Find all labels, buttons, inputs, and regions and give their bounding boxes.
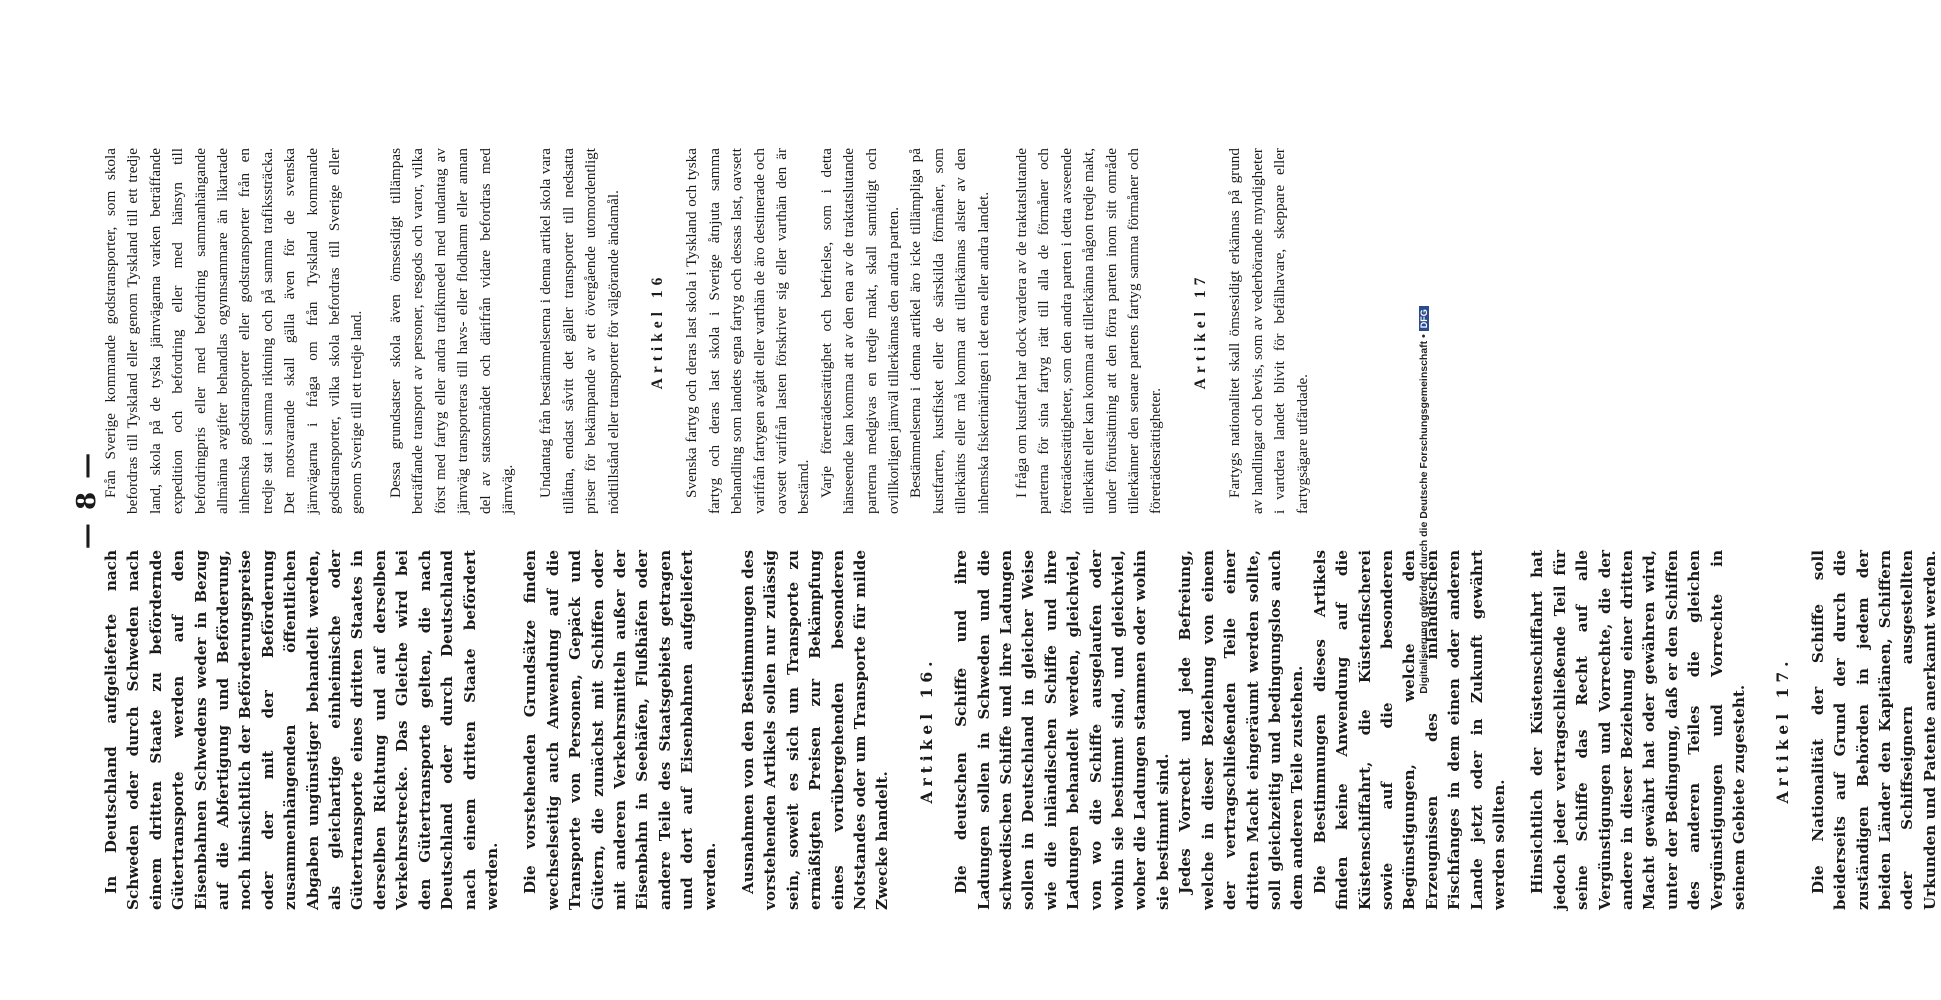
german-paragraph: Die deutschen Schiffe und ihre Ladungen sollen in Schweden und die schwedischen Schiffe und ihre Ladungen sollen in Deutschland in gleicher Weise wie die inländischen Schiffe und ihre Ladungen behandelt werden, gleichviel, von wo die Schiffe ausgelaufen oder wohin sie bestimmt sind, und gleichviel, woher die Ladungen stammen oder wohin sie bestimmt sind.: [952, 550, 1172, 910]
swedish-paragraph: Från Sverige kommande godstransporter, som skola befordras till Tyskland eller genom Tyskland till ett tredje land, skola på de tyska järnvägarna varken beträffande expedition och befordring eller med hänsyn till befordringpris eller med befordring sammanhängande allmänna avgifter behandlas ogynnsammare än likartade inhemska godstransporter eller godstransporter från en tredje stat i samma riktning och på samma trafikssträcka. Det motsvarande skall gälla även för de svenska järnvägarna i fråga om från Tyskland kommande godstransporter, vilka skola befordras till Sverige eller genom Sverige till ett tredje land.: [102, 148, 366, 514]
swedish-article-17-heading: Artikel 17: [1191, 272, 1209, 390]
swedish-paragraph: I fråga om kustfart har dock vardera av de traktatslutande parterna för sina fartyg rätt till alla de förmåner och företrädesrättigheter, som den andra parten i detta avseende tillerkänt eller kan komma att tillerkänna någon tredje makt, under förutsättning att den förra parten inom sitt område tillerkänner den senare partens fartyg samma förmåner och företrädesrättigheter.: [1013, 148, 1165, 514]
digitization-text: Digitalisierung gefördert durch die Deutsche Forschungsgemeinschaft •: [1418, 334, 1430, 694]
swedish-paragraph: Dessa grundsatser skola även ömsesidigt tillämpas beträffande transport av personer, resgods och varor, vilka först med fartyg eller andra trafikmedel med undantag av järnväg transporteras till havs- eller flodhamn eller annan del av statsområdet och därifrån vidare befordras med järnväg.: [386, 148, 516, 514]
swedish-column: [100, 148, 1314, 514]
german-paragraph: Die vorstehenden Grundsätze finden wechselseitig auch Anwendung auf die Transporte von Personen, Gepäck und Gütern, die zunächst mit Schiffen oder mit anderen Verkehrsmitteln außer der Eisenbahn in Seehäfen, Flußhäfen oder andere Teile des Staatsgebiets getragen und dort auf Eisenbahnen aufgeliefert werden.: [521, 550, 719, 910]
swedish-article-16-heading: Artikel 16: [648, 272, 666, 390]
dfg-logo: DFG: [1419, 306, 1429, 331]
swedish-paragraph: Undantag från bestämmelserna i denna artikel skola vara tillåtna, endast såvitt det gäller transporter till nedsatta priser för bekämpande av ett övergående utomordentligt nödtillstånd eller transporter för välgörande ändamål.: [537, 148, 622, 514]
german-column: [100, 550, 1941, 910]
swedish-paragraph: Svenska fartyg och deras last skola i Tyskland och tyska fartyg och deras last skola i Sverige åtnjuta samma behandling som landets egna fartyg och dessas last, oavsett varifrån fartygen avgått eller varthän de äro destinerade och oavsett varifrån lasten förskriver sig eller varthän den är bestämd.: [683, 148, 813, 514]
digitization-note: [1418, 0, 1430, 1000]
german-paragraph: Die Nationalität der Schiffe soll beiderseits auf Grund der durch die zuständigen Behörden in jedem der beiden Länder den Kapitänen, Schiffern oder Schiffseignern ausgestellten Urkunden und Patente anerkannt werden.: [1808, 550, 1939, 910]
german-paragraph: Ausnahmen von den Bestimmungen des vorstehenden Artikels sollen nur zulässig sein, soweit es sich um Transporte zu ermäßigten Preisen zur Bekämpfung eines vorübergehenden besonderen Notstandes oder um Transporte für milde Zwecke handelt.: [738, 550, 892, 910]
swedish-paragraph: Fartygs nationalitet skall ömsesidigt erkännas på grund av handlingar och bevis, som av vederbörande myndigheter i vartdera landet blivit för befälhavare, skeppare eller fartygsägare utfärdade.: [1226, 148, 1311, 514]
german-paragraph: In Deutschland aufgelieferte nach Schweden oder durch Schweden nach einem dritten Staate zu befördernde Gütertransporte werden auf den Eisenbahnen Schwedens weder in Bezug auf die Abfertigung und Beförderung, noch hinsichtlich der Beförderungspreise oder der mit der Beförderung zusammenhängenden öffentlichen Abgaben ungünstiger behandelt werden, als gleichartige einheimische oder Gütertransporte eines dritten Staates in derselben Richtung und auf derselben Verkehrsstrecke. Das Gleiche wird bei den Gütertransporte gelten, die nach Deutschland oder durch Deutschland nach einem dritten Staate befördert werden.: [102, 550, 501, 910]
swedish-paragraph: Bestämmelserna i denna artikel äro icke tillämpliga på kustfarten, kustfisket eller de särskilda förmåner, som tillerkänts eller må komma att tillerkännas alster av den inhemska fiskerinäringen i det ena eller andra landet.: [907, 148, 992, 514]
page-number: — 8 —: [72, 450, 102, 550]
german-paragraph: Die Bestimmungen dieses Artikels finden keine Anwendung auf die Küstenschiffahrt, die Küstenfischerei sowie auf die besonderen Begünstigungen, welche den Erzeugnissen des inländischen Fischfanges in dem einen oder anderen Lande jetzt oder in Zukunft gewährt werden sollten.: [1310, 550, 1508, 910]
german-article-17-heading: Artikel 17.: [1773, 656, 1793, 804]
german-paragraph: Jedes Vorrecht und jede Befreiung, welche in dieser Beziehung von einem der vertragschließenden Teile einer dritten Macht eingeräumt werden sollte, soll gleichzeitig und bedingungslos auch dem anderen Teile zustehen.: [1176, 550, 1307, 910]
swedish-paragraph: Varje företrädesrättighet och befrielse, som i detta hänseende kan komma att av den ena av de traktatslutande parterna medgivas en tredje makt, skall samtidigt och ovillkorligen jämväl tillerkännas den andra parten.: [817, 148, 902, 514]
german-article-16-heading: Artikel 16.: [916, 656, 936, 804]
german-paragraph: Hinsichtlich der Küstenschiffahrt hat jedoch jeder vertragschließende Teil für seine Schiffe das Recht auf alle Vergünstigungen und Vorrechte, die der andere in dieser Beziehung einer dritten Macht gewährt hat oder gewähren wird, unter der Bedingung, daß er den Schiffen des anderen Teiles die gleichen Vergünstigungen und Vorrechte in seinem Gebiete zugesteht.: [1528, 550, 1749, 910]
